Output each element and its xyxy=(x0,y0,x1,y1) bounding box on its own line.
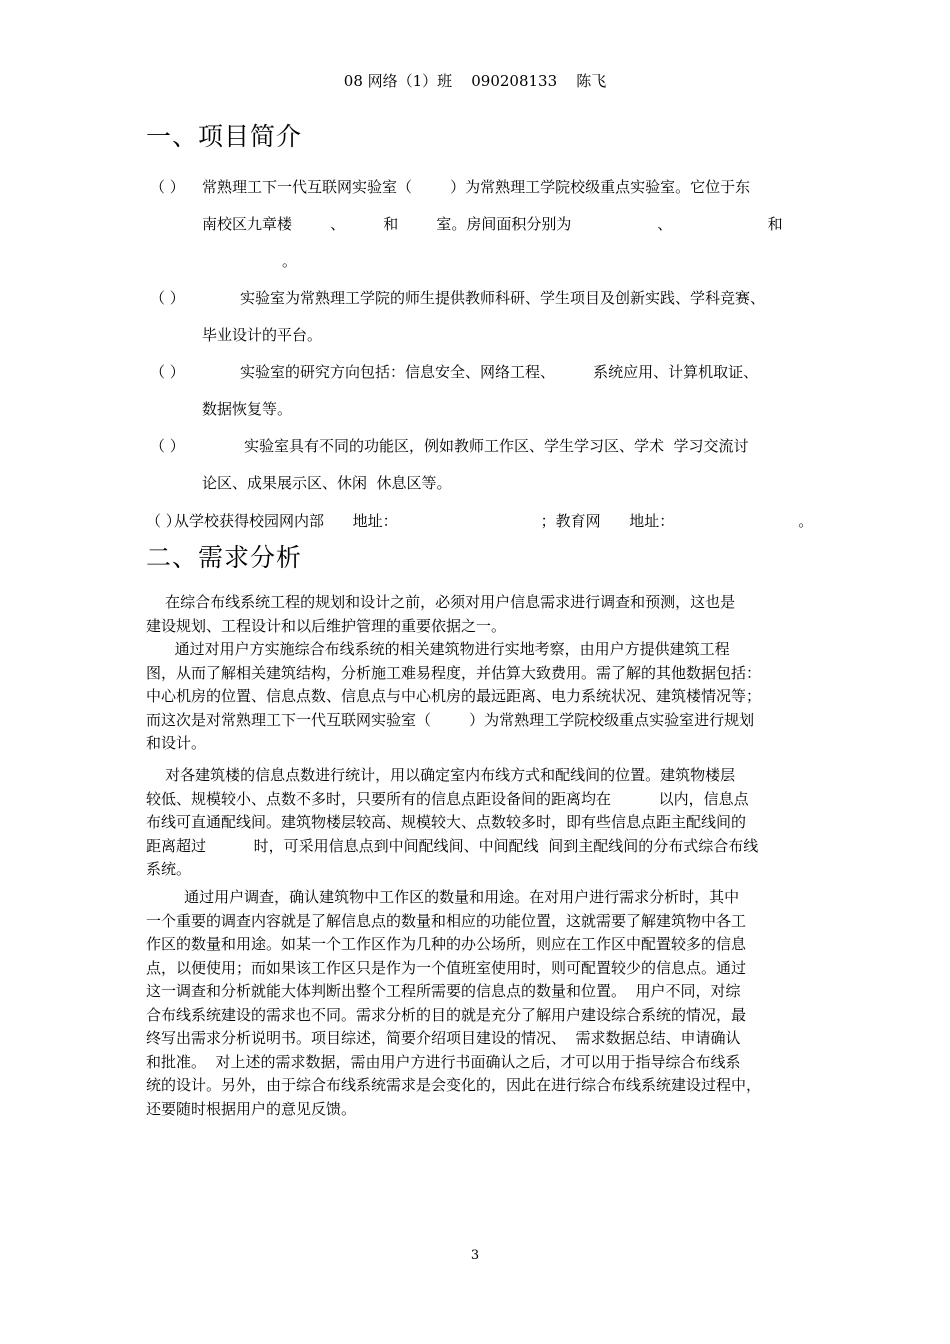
paragraph-line: 而这次是对常熟理工下一代互联网实验室（ ）为常熟理工学院校级重点实验室进行规划 xyxy=(146,710,755,729)
list-item-line: 实验室的研究方向包括：信息安全、网络工程、 系统应用、计算机取证、 xyxy=(240,363,759,381)
paragraph-line: 作区的数量和用途。如某一个工作区作为几种的办公场所，则应在工作区中配置较多的信息 xyxy=(146,935,747,953)
page-number: 3 xyxy=(470,1248,480,1263)
paragraph-line: 距离超过 时，可采用信息点到中间配线间、中间配线 间到主配线间的分布式综合布线 xyxy=(146,836,759,855)
list-item-line: 实验室为常熟理工学院的师生提供教师科研、学生项目及创新实践、学科竞赛、 xyxy=(240,289,766,307)
paragraph-line: 终写出需求分析说明书。项目综述，简要介绍项目建设的情况、 需求数据总结、申请确认 xyxy=(146,1029,741,1047)
list-marker: （ ） xyxy=(150,289,185,307)
paragraph-line: 通过对用户方实施综合布线系统的相关建筑物进行实地考察，由用户方提供建筑工程 xyxy=(146,640,730,658)
paragraph-line: 一个重要的调查内容就是了解信息点的数量和相应的功能位置，这就需要了解建筑物中各工 xyxy=(146,911,747,930)
paragraph-line: 中心机房的位置、信息点数、信息点与中心机房的最远距离、电力系统状况、建筑楼情况等； xyxy=(146,687,762,705)
section-title-requirements-analysis: 二、需求分析 xyxy=(146,543,303,572)
list-item-line: 常熟理工下一代互联网实验室（ ）为常熟理工学院校级重点实验室。它位于东 xyxy=(202,178,751,196)
list-item-line: 。 xyxy=(282,252,298,270)
list-marker: （ ） xyxy=(146,512,181,530)
paragraph-line: 点，以便使用；而如果该工作区只是作为一个值班室使用时，则可配置较少的信息点。通过 xyxy=(146,958,747,977)
paragraph-line: 建设规划、工程设计和以后维护管理的重要依据之一。 xyxy=(146,616,507,635)
page-header: 08 网络（1）班 090208133 陈飞 xyxy=(343,72,607,90)
paragraph xyxy=(146,591,806,638)
paragraph-line: 对各建筑楼的信息点数进行统计，用以确定室内布线方式和配线间的位置。建筑物楼层 xyxy=(146,766,736,784)
paragraph-line: 系统。 xyxy=(146,860,192,878)
list-item-line: 数据恢复等。 xyxy=(202,400,293,418)
paragraph-line: 和设计。 xyxy=(146,734,207,752)
section-title-project-intro: 一、项目简介 xyxy=(146,122,303,151)
paragraph-line: 这一调查和分析就能大体判断出整个工程所需要的信息点的数量和位置。 用户不同，对综 xyxy=(146,982,741,1000)
list-item-line: 毕业设计的平台。 xyxy=(202,326,323,344)
paragraph-line: 在综合布线系统工程的规划和设计之前，必须对用户信息需求进行调查和预测，这也是 xyxy=(146,593,736,611)
paragraph xyxy=(146,764,806,882)
paragraph-line: 图，从而了解相关建筑结构，分析施工难易程度，并估算大致费用。需了解的其他数据包括： xyxy=(146,663,762,682)
paragraph xyxy=(146,886,806,1121)
paragraph-line: 还要随时根据用户的意见反馈。 xyxy=(146,1099,357,1118)
paragraph-line: 较低、规模较小、点数不多时，只要所有的信息点距设备间的距离均在 以内，信息点 xyxy=(146,789,749,808)
list-item-line: 从学校获得校园网内部 地址： ；教育网 地址： 。 xyxy=(174,512,814,530)
paragraph-line: 通过用户调查，确认建筑物中工作区的数量和用途。在对用户进行需求分析时，其中 xyxy=(146,888,740,906)
list-marker: （ ） xyxy=(150,363,185,381)
paragraph xyxy=(146,638,806,756)
list-marker: （ ） xyxy=(150,437,185,455)
list-item-line: 论区、成果展示区、休闲 休息区等。 xyxy=(202,474,452,492)
list-marker: （ ） xyxy=(150,178,185,196)
list-item-line: 实验室具有不同的功能区，例如教师工作区、学生学习区、学术 学习交流讨 xyxy=(244,437,749,455)
paragraph-line: 布线可直通配线间。建筑物楼层较高、规模较大、点数较多时，即有些信息点距主配线间的 xyxy=(146,813,747,831)
paragraph-line: 和批准。 对上述的需求数据，需由用户方进行书面确认之后，才可以用于指导综合布线系 xyxy=(146,1052,741,1071)
list-item-line: 南校区九章楼 、 和 室。房间面积分别为 、 和 xyxy=(202,215,783,233)
paragraph-line: 合布线系统建设的需求也不同。需求分析的目的就是充分了解用户建设综合系统的情况，最 xyxy=(146,1005,747,1024)
paragraph-line: 统的设计。另外，由于综合布线系统需求是会变化的，因此在进行综合布线系统建设过程中， xyxy=(146,1076,762,1094)
